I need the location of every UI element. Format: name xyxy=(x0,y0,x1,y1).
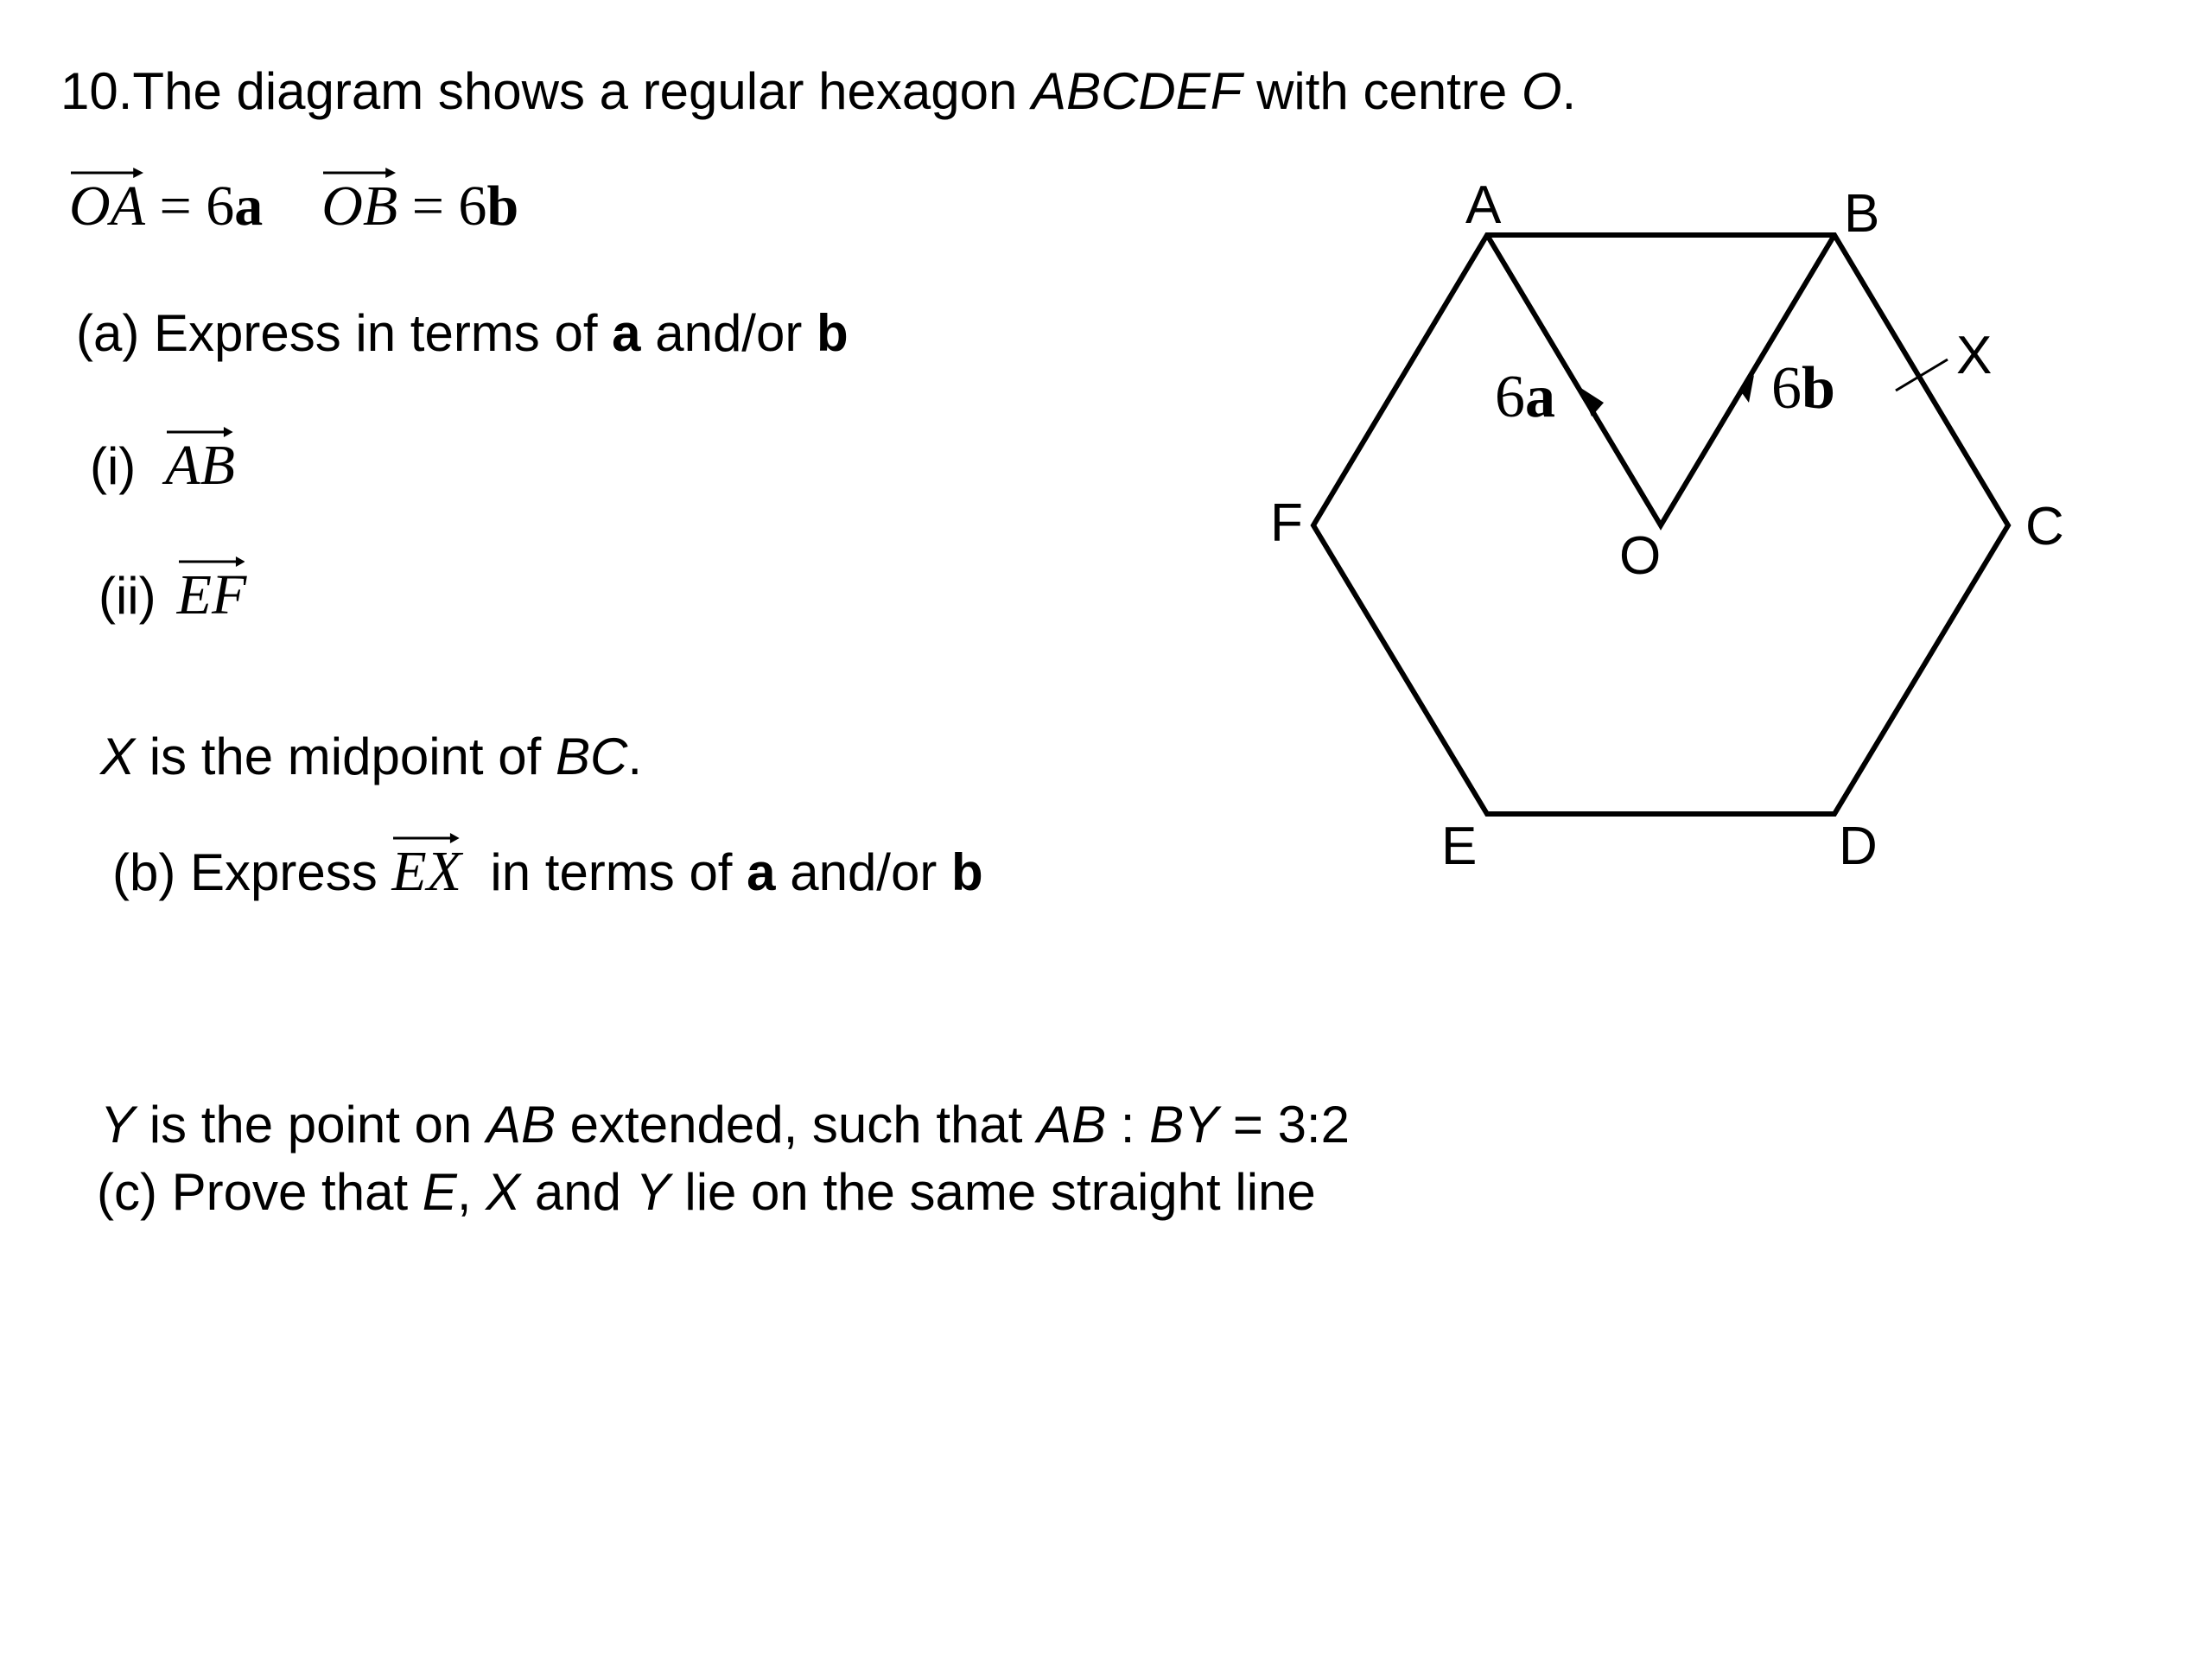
label-6b: 6b xyxy=(1771,355,1835,422)
label-f: F xyxy=(1270,493,1303,553)
label-x: X xyxy=(1956,326,1993,385)
given-ob-var: b xyxy=(486,175,519,238)
part-a-ii-label: (ii) xyxy=(99,567,156,625)
label-e: E xyxy=(1441,817,1478,876)
given-oa-equals: = 6 xyxy=(144,175,235,238)
var-a: a xyxy=(612,304,641,362)
vector-ex: EX xyxy=(391,835,461,900)
vector-ab: AB xyxy=(165,429,235,494)
part-b-prompt: (b) Express EX in terms of a and/or b xyxy=(112,835,983,900)
question-intro-2: with centre xyxy=(1242,62,1522,120)
y-point-statement: Y is the point on AB extended, such that AB : BY = 3:2 xyxy=(100,1096,1350,1154)
part-c-prompt: (c) Prove that E, X and Y lie on the same straight line xyxy=(97,1163,1316,1221)
vector-oa: OA xyxy=(69,169,145,235)
question-intro-end: . xyxy=(1561,62,1577,120)
label-c: C xyxy=(2025,497,2064,556)
midpoint-statement: X is the midpoint of BC. xyxy=(100,728,642,785)
question-number: 10. xyxy=(60,62,133,120)
vector-ob: OB xyxy=(321,169,397,235)
label-6a: 6a xyxy=(1495,364,1555,430)
given-ob-equals: = 6 xyxy=(397,175,487,238)
var-b: b xyxy=(817,304,849,362)
given-oa-var: a xyxy=(234,175,264,238)
part-a-i-label: (i) xyxy=(90,437,137,495)
label-o: O xyxy=(1619,526,1662,586)
question-intro: The diagram shows a regular hexagon xyxy=(132,62,1033,120)
part-a-prompt: (a) Express in terms of a and/or b xyxy=(76,304,849,362)
label-b: B xyxy=(1844,184,1880,244)
label-d: D xyxy=(1839,817,1878,876)
label-a: A xyxy=(1465,175,1502,235)
centre-name: O xyxy=(1521,62,1562,120)
arrowhead-oa-icon xyxy=(1580,387,1604,416)
hexagon-name: ABCDEF xyxy=(1032,62,1243,120)
vector-ef: EF xyxy=(177,558,247,624)
